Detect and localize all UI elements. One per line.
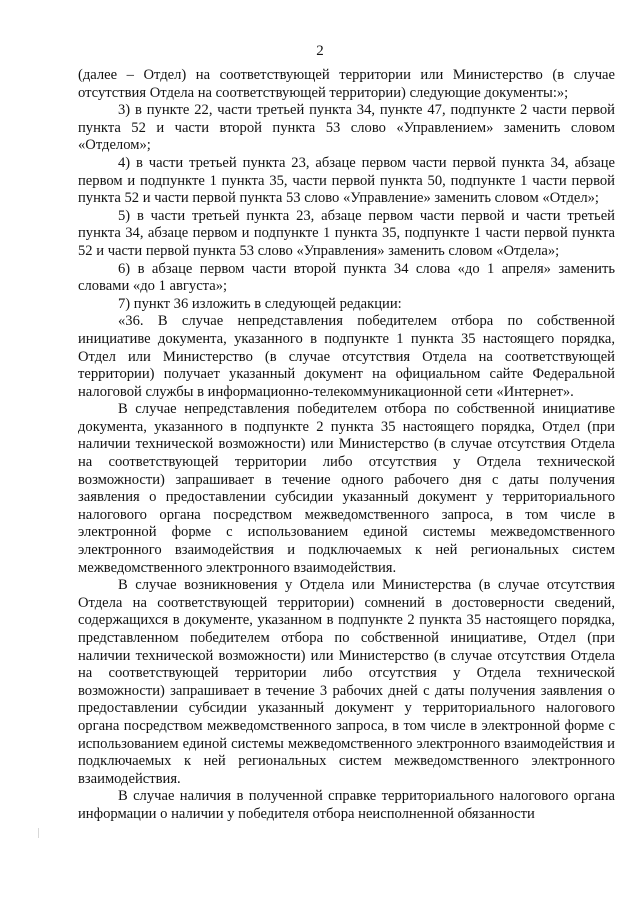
paragraph-item-4: 4) в части третьей пункта 23, абзаце первом части первой пункта 34, абзаце первом и подпункте 1 пункта 35, части первой пункта 50, подпункте 1 части первой пункта 52 и части первой пункта 53 слово «Управление» заменить словом «Отдел»; [78, 154, 615, 207]
paragraph-point-36-part-3: В случае возникновения у Отдела или Министерства (в случае отсутствия Отдела на соответствующей территории) сомнений в достоверности сведений, содержащихся в документе, указанном в подпункте 2 пункта 35 настоящего порядка, представленном победителем отбора по собственной инициативе, Отдел (при наличии технической возможности) или Министерство (в случае отсутствия Отдела на соответствующей территории либо отсутствия у Отдела технической возможности) запрашивает в течение 3 рабочих дней с даты получения заявления о предоставлении субсидии указанный документ у территориального налогового органа посредством межведомственного запроса, в том числе в электронной форме с использованием единой системы межведомственного электронного взаимодействия и подключаемых к ней региональных систем межведомственного электронного взаимодействия. [78, 577, 615, 787]
paragraph-item-5: 5) в части третьей пункта 23, абзаце первом части первой и части третьей пункта 34, абзаце первом и подпункте 1 пункта 35, подпункте 1 части первой пункта 52 и части первой пункта 53 слово «Управления» заменить словом «Отдела»; [78, 207, 615, 259]
paragraph-point-36-part-2: В случае непредставления победителем отбора по собственной инициативе документа, указанного в подпункте 2 пункта 35 настоящего порядка, Отдел (при наличии технической возможности) или Министерство (в случае отсутствия Отдела на соответствующей территории либо отсутствия у Отдела технической возможности) запрашивает в течение одного рабочего дня с даты получения заявления о предоставлении субсидии указанный документ у территориального налогового органа посредством межведомственного запроса, в том числе в электронной форме с использованием единой системы межведомственного электронного взаимодействия и подключаемых к ней региональных систем межведомственного электронного взаимодействия. [78, 401, 615, 576]
paragraph-item-7: 7) пункт 36 изложить в следующей редакции: [118, 295, 402, 312]
paragraph-continuation: (далее – Отдел) на соответствующей территории или Министерство (в случае отсутствия Отдела на соответствующей территории) следующие документы:»; [78, 67, 615, 101]
paragraph-item-6: 6) в абзаце первом части второй пункта 34 слова «до 1 апреля» заменить словами «до 1 августа»; [78, 260, 615, 295]
scan-artifact [38, 828, 39, 838]
paragraph-point-36-part-4: В случае наличия в полученной справке территориального налогового органа информации о наличии у победителя отбора неисполненной обязанности [78, 788, 615, 822]
paragraph-item-3: 3) в пункте 22, части третьей пункта 34, пункте 47, подпункте 2 части первой пункта 52 и части второй пункта 53 слово «Управлением» заменить словом «Отделом»; [78, 102, 615, 154]
page-number: 2 [316, 43, 324, 59]
paragraph-point-36: «36. В случае непредставления победителем отбора по собственной инициативе документа, указанного в подпункте 1 пункта 35 настоящего порядка, Отдел или Министерство (в случае отсутствия Отдела на соответствующей территории) получает указанный документ на официальном сайте Федеральной налоговой службы в информационно-телекоммуникационной сети «Интернет». [78, 313, 615, 400]
document-body [78, 67, 615, 824]
